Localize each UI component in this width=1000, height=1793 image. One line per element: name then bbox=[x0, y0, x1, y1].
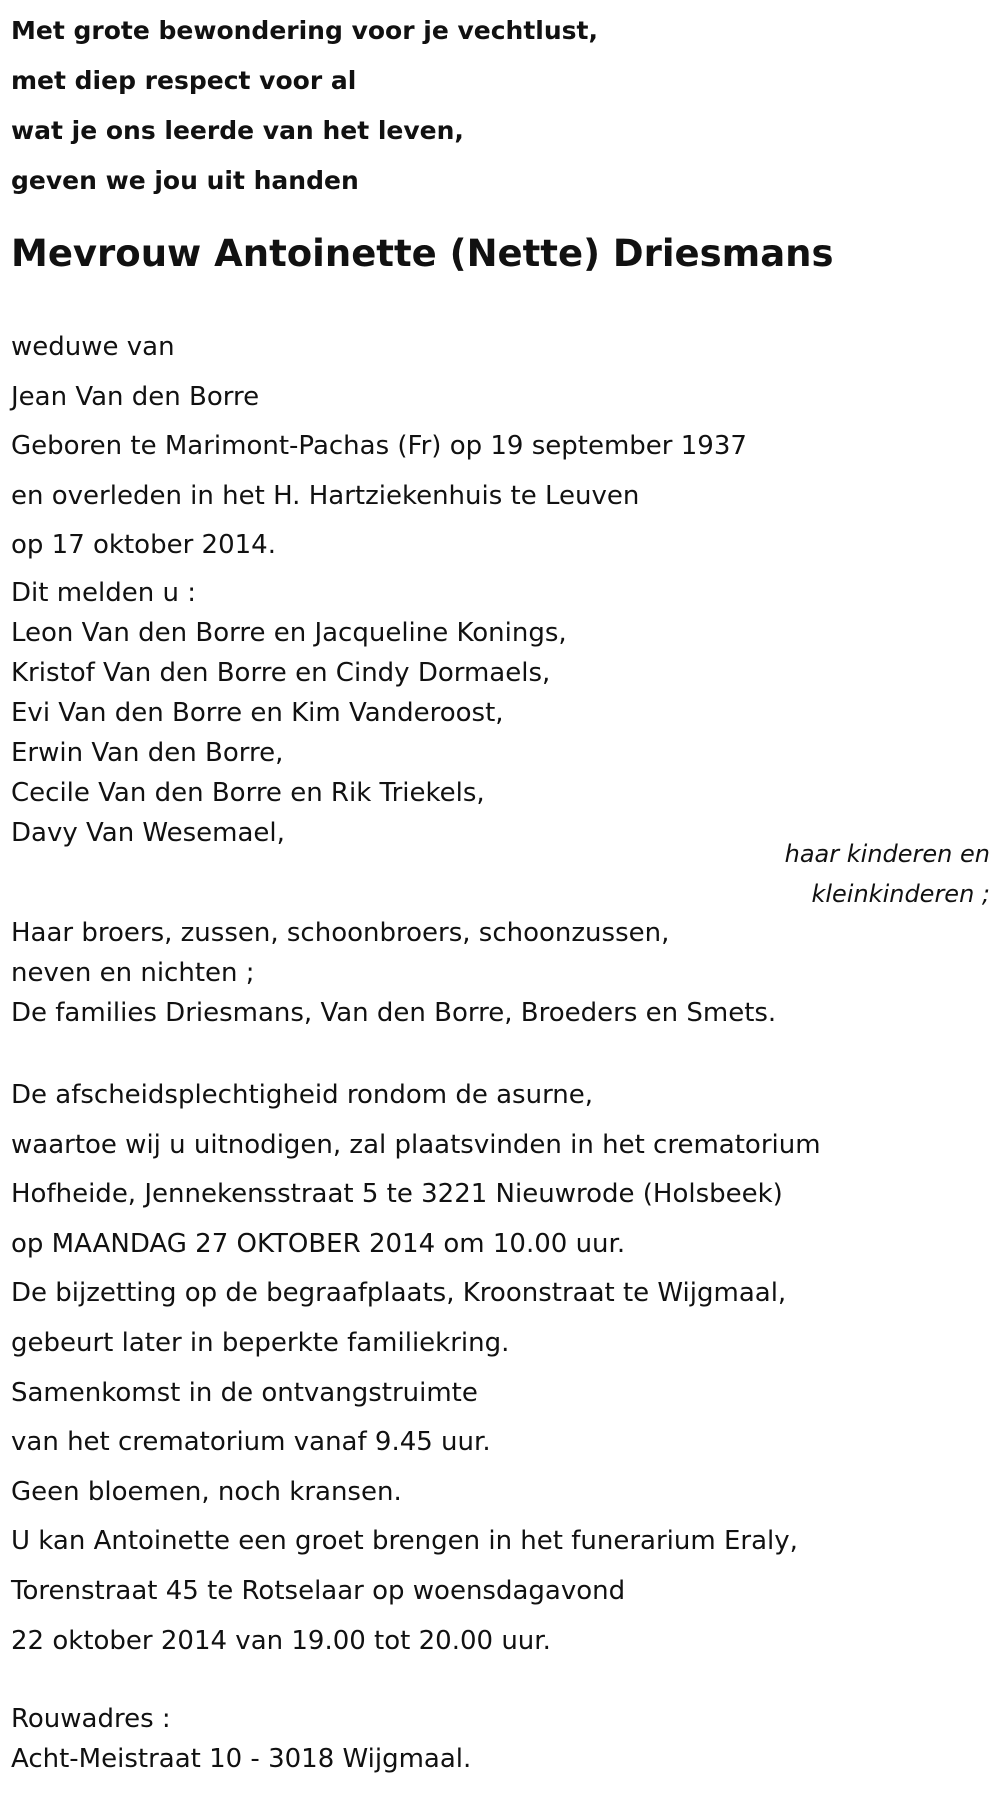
relation-line: kleinkinderen ; bbox=[811, 880, 990, 908]
motto bbox=[11, 0, 991, 206]
announcer-line: Evi Van den Borre en Kim Vanderoost, bbox=[11, 698, 504, 728]
ceremony-line: U kan Antoinette een groet brengen in het funerarium Eraly, bbox=[11, 1526, 798, 1557]
ceremony-line: van het crematorium vanaf 9.45 uur. bbox=[11, 1427, 491, 1458]
family-list bbox=[11, 913, 776, 1033]
ceremony-line: De bijzetting op de begraafplaats, Kroonstraat te Wijgmaal, bbox=[11, 1278, 787, 1309]
family-line: Haar broers, zussen, schoonbroers, schoonzussen, bbox=[11, 918, 670, 948]
relation-note bbox=[785, 834, 990, 914]
deceased-name: Mevrouw Antoinette (Nette) Driesmans bbox=[11, 232, 834, 275]
detail-line: en overleden in het H. Hartziekenhuis te Leuven bbox=[11, 480, 640, 511]
motto-line: geven we jou uit handen bbox=[11, 166, 359, 195]
address-line: Acht-Meistraat 10 - 3018 Wijgmaal. bbox=[11, 1744, 472, 1774]
family-line: De families Driesmans, Van den Borre, Broeders en Smets. bbox=[11, 998, 777, 1028]
family-line: neven en nichten ; bbox=[11, 958, 255, 988]
ceremony-line: op MAANDAG 27 OKTOBER 2014 om 10.00 uur. bbox=[11, 1228, 626, 1259]
ceremony-info bbox=[11, 1071, 821, 1666]
death-notice bbox=[11, 0, 991, 1774]
motto-line: wat je ons leerde van het leven, bbox=[11, 116, 464, 145]
ceremony-line: Torenstraat 45 te Rotselaar op woensdagavond bbox=[11, 1575, 626, 1606]
personal-details bbox=[11, 323, 747, 571]
ceremony-line: 22 oktober 2014 van 19.00 tot 20.00 uur. bbox=[11, 1625, 551, 1656]
motto-line: met diep respect voor al bbox=[11, 66, 357, 95]
ceremony-line: Samenkomst in de ontvangstruimte bbox=[11, 1377, 478, 1408]
address-label: Rouwadres : bbox=[11, 1704, 171, 1734]
announcer-line: Dit melden u : bbox=[11, 578, 196, 608]
announcer-line: Erwin Van den Borre, bbox=[11, 738, 284, 768]
detail-line: Geboren te Marimont-Pachas (Fr) op 19 september 1937 bbox=[11, 431, 747, 461]
motto-line: Met grote bewondering voor je vechtlust, bbox=[11, 16, 598, 45]
ceremony-line: De afscheidsplechtigheid rondom de asurne, bbox=[11, 1080, 594, 1110]
ceremony-line: Geen bloemen, noch kransen. bbox=[11, 1476, 402, 1507]
ceremony-line: waartoe wij u uitnodigen, zal plaatsvinden in het crematorium bbox=[11, 1129, 821, 1160]
announcers bbox=[11, 573, 567, 853]
ceremony-line: Hofheide, Jennekensstraat 5 te 3221 Nieuwrode (Holsbeek) bbox=[11, 1179, 783, 1210]
detail-line: op 17 oktober 2014. bbox=[11, 530, 276, 560]
mourning-address bbox=[11, 1699, 471, 1779]
announcer-line: Cecile Van den Borre en Rik Triekels, bbox=[11, 778, 485, 808]
ceremony-line: gebeurt later in beperkte familiekring. bbox=[11, 1327, 510, 1358]
announcer-line: Leon Van den Borre en Jacqueline Konings, bbox=[11, 618, 567, 648]
announcer-line: Kristof Van den Borre en Cindy Dormaels, bbox=[11, 658, 551, 688]
relation-line: haar kinderen en bbox=[784, 840, 990, 868]
detail-line: weduwe van bbox=[11, 332, 175, 362]
announcer-line: Davy Van Wesemael, bbox=[11, 818, 285, 848]
detail-line: Jean Van den Borre bbox=[11, 381, 260, 412]
